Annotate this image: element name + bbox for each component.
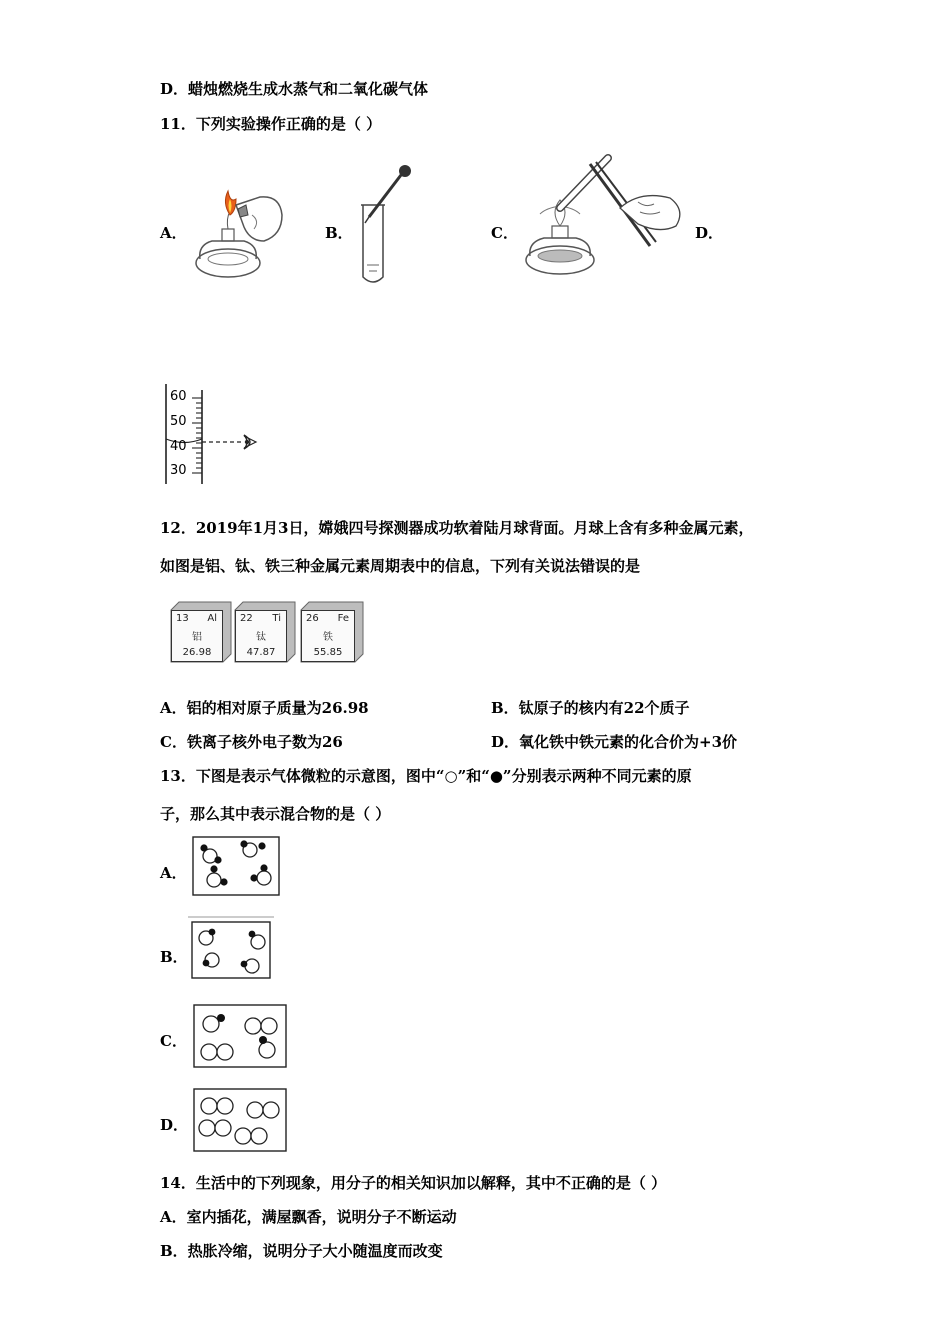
q11-label-d: D． bbox=[695, 224, 724, 242]
alcohol-lamp-lighting-illustration bbox=[190, 175, 290, 285]
q12-stem-line1: 12．2019年1月3日，嫦娥四号探测器成功软着陆月球背面。月球上含有多种金属元素， bbox=[160, 519, 754, 537]
q12-stem-line2: 如图是铝、钛、铁三种金属元素周期表中的信息，下列有关说法错误的是 bbox=[160, 557, 641, 575]
q13-label-d: D． bbox=[160, 1116, 189, 1134]
q13-label-a: A． bbox=[160, 864, 187, 882]
q14-option-a: A．室内插花，满屋飘香，说明分子不断运动 bbox=[160, 1208, 457, 1226]
element-cell-al bbox=[171, 610, 223, 662]
q12-option-c: C．铁离子核外电子数为26 bbox=[160, 733, 343, 751]
element-number: 26 bbox=[306, 613, 319, 624]
cylinder-tick-60: 60 bbox=[170, 389, 187, 404]
element-cell-ti bbox=[235, 610, 287, 662]
heating-test-tube-illustration bbox=[520, 150, 690, 285]
q12-option-b: B．钛原子的核内有22个质子 bbox=[491, 699, 690, 717]
q11-label-b: B． bbox=[325, 224, 353, 242]
dropper-test-tube-illustration bbox=[355, 165, 415, 290]
q12-option-d: D．氧化铁中铁元素的化合价为+3价 bbox=[491, 733, 738, 751]
element-name: 铁 bbox=[323, 632, 333, 643]
element-mass: 26.98 bbox=[182, 647, 212, 658]
q11-stem: 11．下列实验操作正确的是（ ） bbox=[160, 115, 382, 133]
element-name: 铝 bbox=[192, 632, 202, 643]
particle-diagram-a bbox=[192, 836, 280, 896]
element-name: 钛 bbox=[256, 632, 266, 643]
element-number: 22 bbox=[240, 613, 253, 624]
q12-option-a: A．铝的相对原子质量为26.98 bbox=[160, 699, 369, 717]
particle-diagram-b bbox=[188, 916, 274, 980]
cylinder-tick-40: 40 bbox=[170, 439, 187, 454]
element-mass: 47.87 bbox=[246, 647, 276, 658]
q10-option-d: D．蜡烛燃烧生成水蒸气和二氧化碳气体 bbox=[160, 80, 429, 98]
particle-diagram-c bbox=[193, 1004, 287, 1068]
q11-label-c: C． bbox=[491, 224, 518, 242]
q13-label-b: B． bbox=[160, 948, 188, 966]
cylinder-tick-30: 30 bbox=[170, 463, 187, 478]
q11-label-a: A． bbox=[160, 224, 187, 242]
q13-label-c: C． bbox=[160, 1032, 187, 1050]
element-mass: 55.85 bbox=[313, 647, 343, 658]
element-number: 13 bbox=[176, 613, 189, 624]
element-symbol: Ti bbox=[272, 613, 281, 624]
element-symbol: Fe bbox=[337, 613, 349, 624]
q13-stem-line1: 13．下图是表示气体微粒的示意图，图中“○”和“●”分别表示两种不同元素的原 bbox=[160, 767, 692, 785]
q14-option-b: B．热胀冷缩，说明分子大小随温度而改变 bbox=[160, 1242, 443, 1260]
element-symbol: Al bbox=[207, 613, 217, 624]
cylinder-tick-50: 50 bbox=[170, 414, 187, 429]
element-cell-fe bbox=[301, 610, 355, 662]
q14-stem: 14．生活中的下列现象，用分子的相关知识加以解释，其中不正确的是（ ） bbox=[160, 1174, 667, 1192]
particle-diagram-d bbox=[193, 1088, 287, 1152]
q13-stem-line2: 子，那么其中表示混合物的是（ ） bbox=[160, 805, 391, 823]
